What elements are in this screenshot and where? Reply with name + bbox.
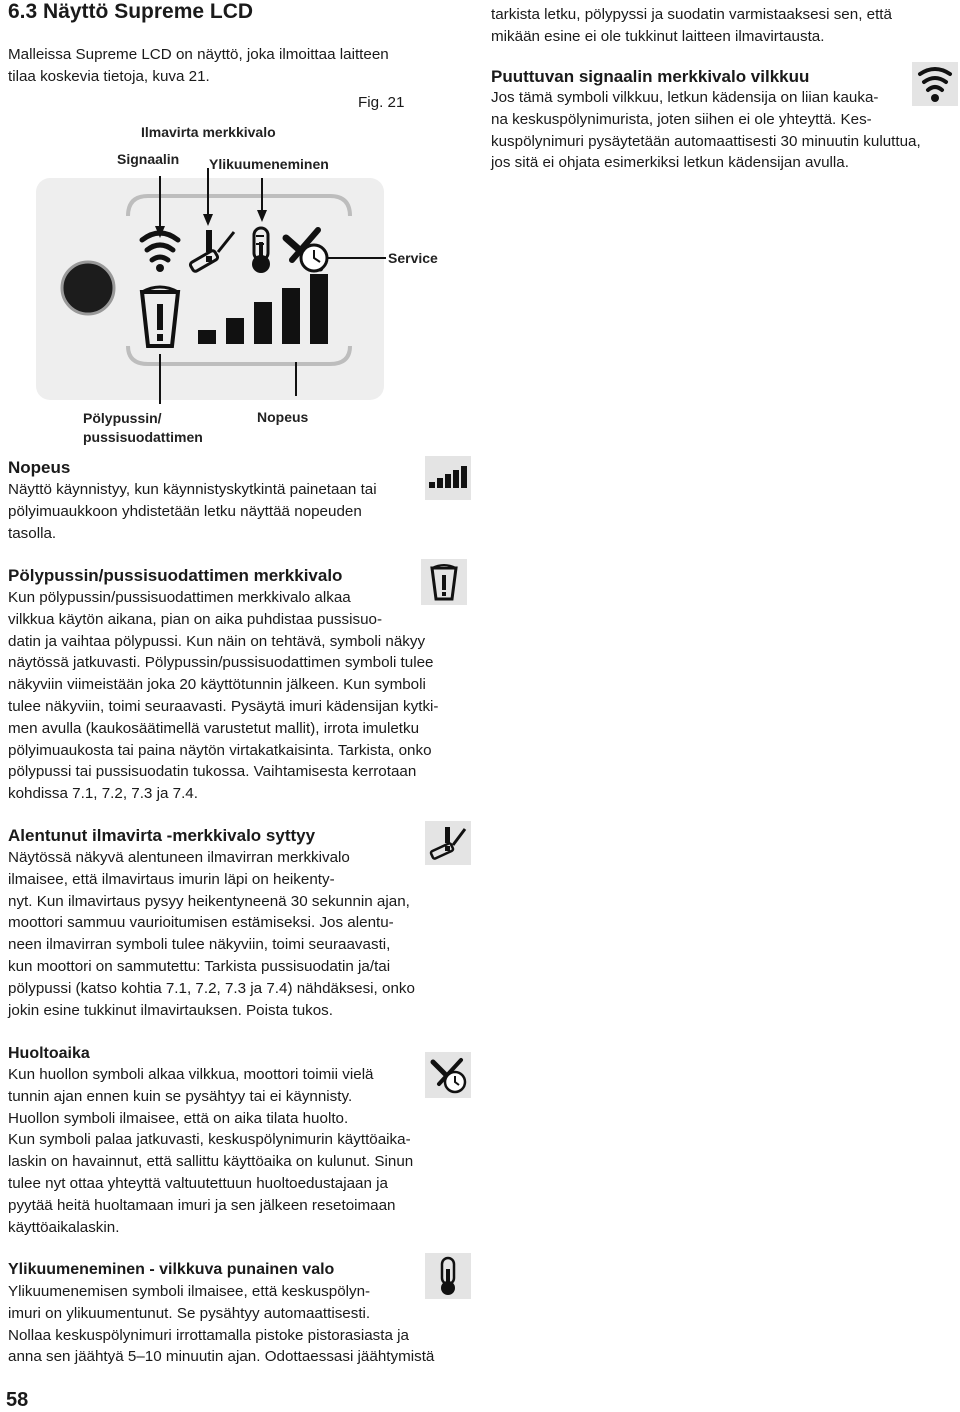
text-line: jos sitä ei ohjata esimerkiksi letkun kädensijan avulla.: [491, 154, 849, 172]
service-text: [8, 1064, 413, 1238]
text-line: datin ja vaihtaa pölypussi. Kun näin on tehtävä, symboli näkyy: [8, 632, 426, 650]
bag-heading: Pölypussin/pussisuodattimen merkkivalo: [8, 566, 343, 585]
text-line: Nollaa keskuspölynimuri irrottamalla pistoke pistorasiasta ja: [8, 1326, 409, 1344]
label-bag: [83, 409, 203, 447]
figure-caption: Fig. 21: [358, 94, 405, 111]
text-line: näkyviin viimeistään joka 20 käyttötunnin jälkeen. Kun symboli: [8, 676, 426, 694]
text-line: pölyimuaukkoon yhdistetään letku näyttää nopeuden: [8, 502, 362, 520]
label-overheat: Ylikuumeneminen: [209, 156, 329, 172]
text-line: pölyimuaukosta tai paina näytön virtakatkaisinta. Tarkista, onko: [8, 741, 432, 759]
text-line: tulee nyt ottaa yhteyttä valtuutettuun huoltoedustajaan ja: [8, 1174, 388, 1192]
text-line: na keskuspölynimurista, joten siihen ei ole yhteyttä. Kes-: [491, 110, 872, 128]
text-line: tunnin ajan ennen kuin se pysähtyy tai ei käynnisty.: [8, 1087, 353, 1105]
signal-text: [491, 87, 921, 174]
text-line: Näyttö käynnistyy, kun käynnistyskytkintä painetaan tai: [8, 481, 377, 498]
signal-heading: Puuttuvan signaalin merkkivalo vilkkuu: [491, 67, 810, 86]
text-line: Kun huollon symboli alkaa vilkkua, moottori toimii vielä: [8, 1066, 374, 1083]
bag-text: [8, 587, 439, 805]
text-line: pölypussi (katso kohtia 7.1, 7.2, 7.3 ja 7.4) nähdäksesi, onko: [8, 979, 415, 997]
label-signal: Signaalin: [117, 151, 180, 167]
text-line: pyytää heitä huoltamaan imuri ja sen jälkeen resetoimaan: [8, 1196, 396, 1214]
power-button[interactable]: [62, 262, 114, 314]
wrench-clock-icon: [425, 1052, 471, 1098]
continued-text: [491, 4, 892, 48]
text-line: pölypussi tai pussisuodatin tukossa. Vaihtamisesta kerrotaan: [8, 763, 417, 781]
text-line: Huollon symboli ilmaisee, että on aika tilata huolto.: [8, 1109, 349, 1127]
airflow-text: [8, 847, 415, 1021]
label-airflow: Ilmavirta merkkivalo: [141, 124, 276, 140]
airflow-icon-box: [425, 821, 471, 865]
label-bag-line: pussisuodattimen: [83, 429, 203, 445]
text-line: Näytössä näkyvä alentuneen ilmavirran merkkivalo: [8, 849, 350, 866]
text-line: kuspölynimuri pysäytetään automaattisesti 30 minuutin kuluttua,: [491, 132, 921, 150]
text-line: Ylikuumenemisen symboli ilmaisee, että keskuspölyn-: [8, 1283, 371, 1300]
text-line: kun moottori on sammutettu: Tarkista pussisuodatin ja/tai: [8, 957, 391, 975]
text-line: Kun symboli palaa jatkuvasti, keskuspölynimurin käyttöaika-: [8, 1131, 411, 1149]
text-line: moottori sammuu vaurioitumisen estämiseksi. Jos alentu-: [8, 914, 394, 932]
text-line: tasolla.: [8, 524, 57, 542]
service-icon-box: [425, 1052, 471, 1098]
text-line: ilmaisee, että ilmavirtaus imurin läpi on heikenty-: [8, 870, 335, 888]
label-speed: Nopeus: [257, 409, 309, 425]
page-number: 58: [6, 1389, 29, 1411]
intro-line: tilaa koskevia tietoja, kuva 21.: [8, 67, 210, 85]
speed-bars-icon: [425, 456, 471, 500]
text-line: tulee näkyviin, toimi seuraavasti. Pysäytä imuri kädensijan kytki-: [8, 697, 439, 715]
intro-line: Malleissa Supreme LCD on näyttö, joka ilmoittaa laitteen: [8, 46, 389, 63]
airflow-warning-icon: [425, 821, 471, 865]
overheat-heading: Ylikuumeneminen - vilkkuva punainen valo: [8, 1261, 335, 1278]
speed-heading: Nopeus: [8, 458, 71, 477]
text-line: imuri on ylikuumentunut. Se pysähtyy automaattisesti.: [8, 1304, 371, 1322]
text-line: vilkkua käytön aikana, pian on aika puhdistaa pussisuo-: [8, 610, 383, 628]
lcd-display-figure: [30, 168, 460, 443]
text-line: tarkista letku, pölypyssi ja suodatin varmistaaksesi sen, että: [491, 6, 892, 23]
speed-text: [8, 479, 377, 544]
text-line: nyt. Kun ilmavirtaus pysyy heikentyneenä 30 sekunnin ajan,: [8, 892, 410, 910]
label-service: Service: [388, 250, 438, 266]
airflow-heading: Alentunut ilmavirta -merkkivalo syttyy: [8, 826, 316, 845]
text-line: näytössä jatkuvasti. Pölypussin/pussisuodattimen symboli tulee: [8, 654, 434, 672]
text-line: anna sen jäähtyä 5–10 minuutin ajan. Odottaessasi jäähtymistä: [8, 1348, 435, 1366]
text-line: Kun pölypussin/pussisuodattimen merkkivalo alkaa: [8, 589, 351, 606]
label-bag-line: Pölypussin/: [83, 410, 162, 426]
overheat-text: [8, 1281, 434, 1368]
text-line: käyttöaikalaskin.: [8, 1218, 120, 1236]
text-line: Jos tämä symboli vilkkuu, letkun kädensija on liian kauka-: [491, 89, 879, 106]
text-line: kohdissa 7.1, 7.2, 7.3 ja 7.4.: [8, 785, 198, 803]
intro-text: [8, 44, 389, 88]
speed-icon-box: [425, 456, 471, 500]
text-line: men avulla (kaukosäätimellä varustetut mallit), irrota imuletku: [8, 719, 420, 737]
service-heading: Huoltoaika: [8, 1045, 90, 1062]
text-line: jokin esine tukkinut ilmavirtauksen. Poista tukos.: [8, 1001, 333, 1019]
text-line: neen ilmavirran symboli tulee näkyviin, toimi seuraavasti,: [8, 936, 391, 954]
section-title: 6.3 Näyttö Supreme LCD: [8, 0, 254, 23]
text-line: laskin on havainnut, että sallittu käyttöaika on kulunut. Sinun: [8, 1153, 414, 1171]
text-line: mikään esine ei ole tukkinut laitteen ilmavirtausta.: [491, 27, 825, 45]
